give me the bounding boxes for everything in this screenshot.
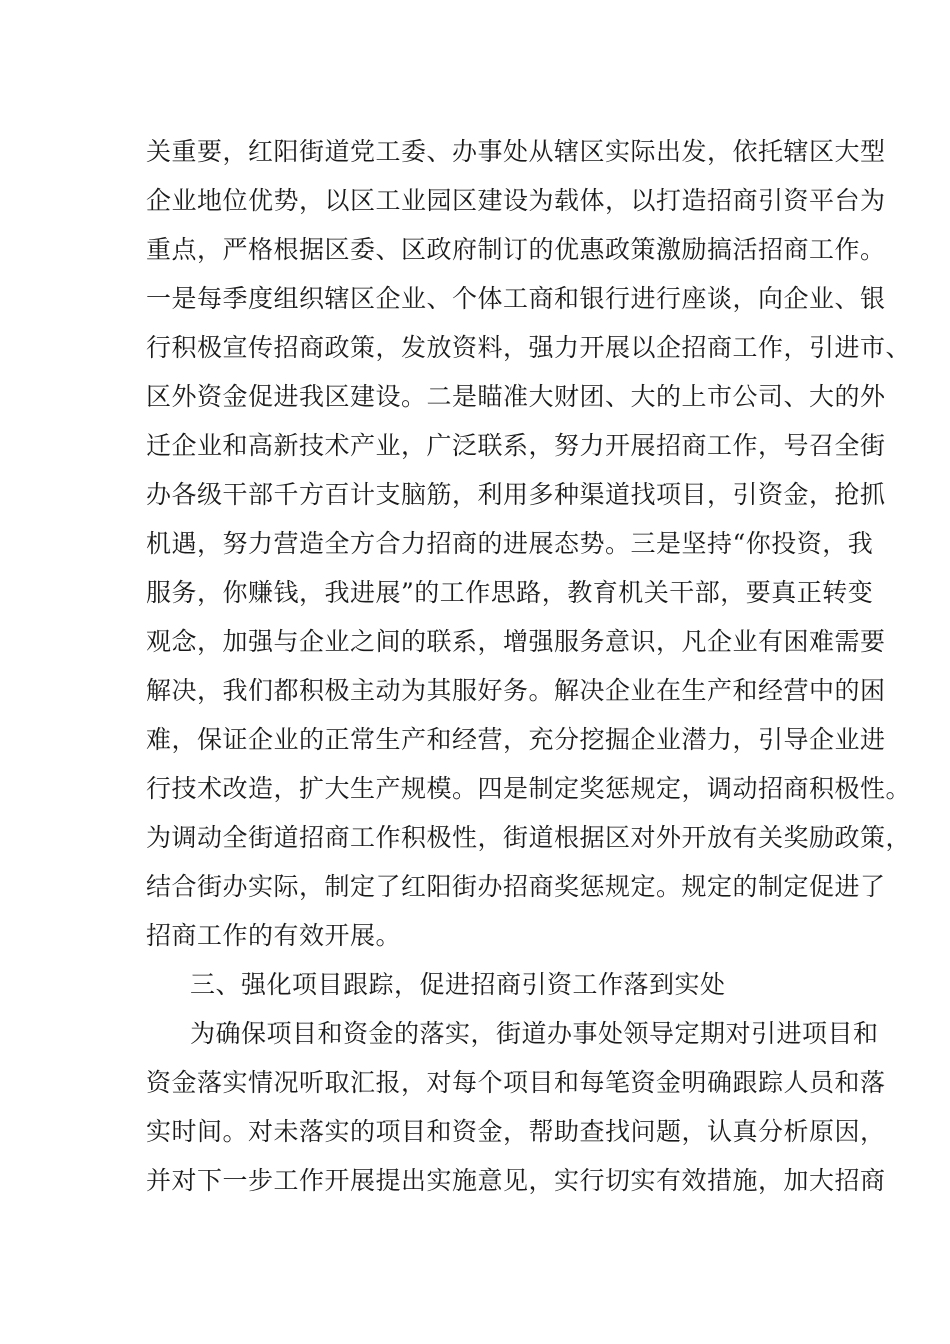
text-line: 办各级干部千方百计支脑筋，利用多种渠道找项目，引资金，抢抓 (146, 480, 886, 509)
text-line: 服务，你赚钱，我进展”的工作思路，教育机关干部，要真正转变 (146, 578, 874, 607)
text-line: 机遇，努力营造全方合力招商的进展态势。三是坚持“你投资，我 (146, 529, 874, 558)
paragraph-first-line: 为确保项目和资金的落实，街道办事处领导定期对引进项目和 (190, 1019, 879, 1048)
text-line: 行技术改造，扩大生产规模。四是制定奖惩规定，调动招商积极性。 (146, 774, 912, 803)
text-line: 关重要，红阳街道党工委、办事处从辖区实际出发，依托辖区大型 (146, 137, 886, 166)
text-line: 迁企业和高新技术产业，广泛联系，努力开展招商工作，号召全街 (146, 431, 886, 460)
text-line: 重点，严格根据区委、区政府制订的优惠政策激励搞活招商工作。 (146, 235, 886, 264)
text-line: 区外资金促进我区建设。二是瞄准大财团、大的上市公司、大的外 (146, 382, 886, 411)
text-line: 行积极宣传招商政策，发放资料，强力开展以企招商工作，引进市、 (146, 333, 912, 362)
section-heading: 三、强化项目跟踪，促进招商引资工作落到实处 (190, 970, 726, 999)
text-line: 解决，我们都积极主动为其服好务。解决企业在生产和经营中的困 (146, 676, 886, 705)
text-line: 一是每季度组织辖区企业、个体工商和银行进行座谈，向企业、银 (146, 284, 886, 313)
text-line: 招商工作的有效开展。 (146, 921, 402, 950)
text-line: 并对下一步工作开展提出实施意见，实行切实有效措施，加大招商 (146, 1166, 886, 1195)
text-line: 实时间。对未落实的项目和资金，帮助查找问题，认真分析原因， (146, 1117, 886, 1146)
text-line: 难，保证企业的正常生产和经营，充分挖掘企业潜力，引导企业进 (146, 725, 886, 754)
text-line: 结合街办实际，制定了红阳街办招商奖惩规定。规定的制定促进了 (146, 872, 886, 901)
text-line: 资金落实情况听取汇报，对每个项目和每笔资金明确跟踪人员和落 (146, 1068, 886, 1097)
text-line: 观念，加强与企业之间的联系，增强服务意识，凡企业有困难需要 (146, 627, 886, 656)
text-line: 为调动全街道招商工作积极性，街道根据区对外开放有关奖励政策， (146, 823, 912, 852)
text-line: 企业地位优势，以区工业园区建设为载体，以打造招商引资平台为 (146, 186, 886, 215)
